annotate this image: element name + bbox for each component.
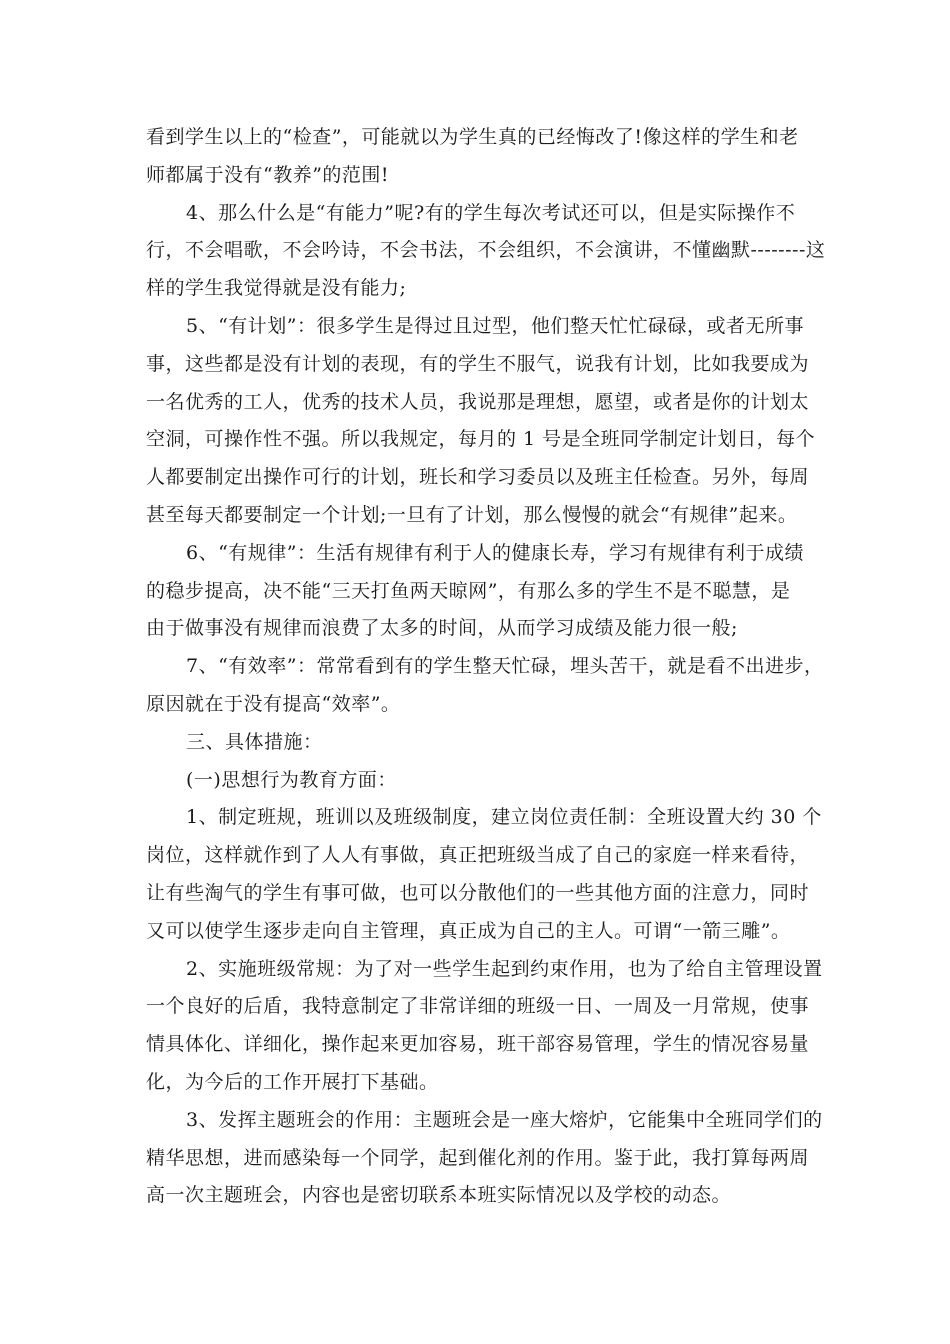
text-line: 又可以使学生逐步走向自主管理，真正成为自己的主人。可谓“一箭三雕”。 <box>146 919 791 942</box>
text-line: 行，不会唱歌，不会吟诗，不会书法，不会组织，不会演讲，不懂幽默--------这 <box>146 239 826 262</box>
text-line: 一个良好的后盾，我特意制定了非常详细的班级一日、一周及一月常规，使事 <box>146 995 810 1018</box>
text-line: 5、“有计划”：很多学生是得过且过型，他们整天忙忙碌碌，或者无所事 <box>186 314 805 337</box>
text-line: 岗位，这样就作到了人人有事做，真正把班级当成了自己的家庭一样来看待， <box>146 844 810 867</box>
text-line: 一名优秀的工人，优秀的技术人员，我说那是理想，愿望，或者是你的计划太 <box>146 390 810 413</box>
subsection-heading: (一)思想行为教育方面： <box>186 768 397 791</box>
text-line: 精华思想，进而感染每一个同学，起到催化剂的作用。鉴于此，我打算每两周 <box>146 1146 810 1169</box>
text-line: 看到学生以上的“检查”，可能就以为学生真的已经悔改了!像这样的学生和老 <box>146 126 799 148</box>
text-line: 1、制定班规，班训以及班级制度，建立岗位责任制：全班设置大约 30 个 <box>186 806 822 829</box>
section-heading: 三、具体措施： <box>186 730 323 753</box>
text-line: 的稳步提高，决不能“三天打鱼两天晾网”，有那么多的学生不是不聪慧，是 <box>146 579 791 602</box>
text-line: 由于做事没有规律而浪费了太多的时间，从而学习成绩及能力很一般; <box>146 617 738 640</box>
text-line: 化，为今后的工作开展打下基础。 <box>146 1070 439 1093</box>
text-line: 甚至每天都要制定一个计划;一旦有了计划，那么慢慢的就会“有规律”起来。 <box>146 503 798 526</box>
document-body <box>146 119 826 1215</box>
text-line: 让有些淘气的学生有事可做，也可以分散他们的一些其他方面的注意力，同时 <box>146 881 810 904</box>
text-line: 原因就在于没有提高“效率”。 <box>146 692 401 715</box>
text-line: 3、发挥主题班会的作用：主题班会是一座大熔炉，它能集中全班同学们的 <box>186 1108 823 1131</box>
text-line: 事，这些都是没有计划的表现，有的学生不服气，说我有计划，比如我要成为 <box>146 352 810 375</box>
text-line: 高一次主题班会，内容也是密切联系本班实际情况以及学校的动态。 <box>146 1184 732 1207</box>
text-line: 空洞，可操作性不强。所以我规定，每月的 1 号是全班同学制定计划日，每个 <box>146 428 816 451</box>
text-line: 2、实施班级常规：为了对一些学生起到约束作用，也为了给自主管理设置 <box>186 957 823 980</box>
text-line: 情具体化、详细化，操作起来更加容易，班干部容易管理，学生的情况容易量 <box>146 1033 810 1056</box>
text-line: 人都要制定出操作可行的计划，班长和学习委员以及班主任检查。另外，每周 <box>146 466 810 489</box>
text-line: 7、“有效率”：常常看到有的学生整天忙碌，埋头苦干，就是看不出进步， <box>186 655 824 678</box>
text-line: 样的学生我觉得就是没有能力; <box>146 277 407 300</box>
text-line: 4、那么什么是“有能力”呢?有的学生每次考试还可以，但是实际操作不 <box>186 201 796 224</box>
text-line: 6、“有规律”：生活有规律有利于人的健康长寿，学习有规律有利于成绩 <box>186 541 805 564</box>
text-line: 师都属于没有“教养”的范围! <box>146 163 390 186</box>
